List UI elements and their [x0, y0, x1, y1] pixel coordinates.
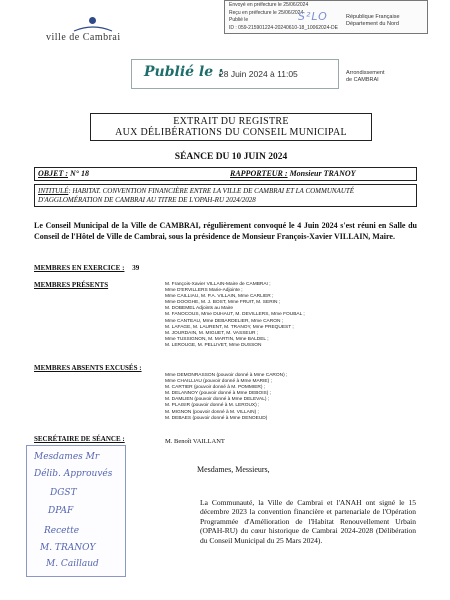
handwritten-line: DPAF [48, 506, 74, 516]
secretaire-value: M. Benoît VAILLANT [165, 438, 225, 445]
intro-paragraph: Le Conseil Municipal de la Ville de CAMBRAI, régulièrement convoqué le 4 Juin 2024 s'est réuni en Salle du Conseil de l'Hôtel de Ville de Cambrai, sous la présidence de Monsieur François-Xavier VILLAIN, Maire. [34, 221, 417, 241]
slo-stamp-mark: S²LO [298, 10, 328, 23]
publication-label: Publié le : [144, 64, 224, 80]
absent-line: M. DELANNOY (pouvoir donné à Mme DEBOIS) ; [165, 391, 272, 397]
objet-box [34, 167, 417, 181]
absent-line: Mme DEMONRASSON (pouvoir donné à Mme CARON) ; [165, 373, 288, 378]
document-subtitle: AUX DÉLIBÉRATIONS DU CONSEIL MUNICIPAL [115, 127, 347, 138]
arrondissement-line: Arrondissement [346, 70, 385, 76]
logo-text: ville de Cambrai [46, 32, 121, 43]
member-line: Mme DOOGHE, M. J. BOST, Mme FRUIT, M. SERIN ; [165, 300, 281, 306]
absent-line: M. DAMLIEN (pouvoir donné à Mme DELEVAL) ; [165, 397, 270, 403]
member-line: Mme D'ERVILLERS Marie-Adjointe ; [165, 288, 243, 294]
body-paragraph: La Communauté, la Ville de Cambrai et l'ANAH ont signé le 15 décembre 2023 la convention financière et partenariale de l'Opération Programmée d'Amélioration de l'Habitat Renouvellement Urbain (OPAH-RU) du cœur historique de Cambrai 2024-2028 (Délibération du Conseil Municipal du 25 Mars 2024). [200, 498, 416, 545]
stamp-line: Envoyé en préfecture le 25/06/2024 [229, 2, 309, 8]
intitule-text: : HABITAT. CONVENTION FINANCIÈRE ENTRE LA VILLE DE CAMBRAI ET LA COMMUNAUTÉ D'AGGLOMÉRATION DE CAMBRAI AU TITRE DE L'OPAH-RU 2024/2028 [38, 187, 355, 204]
membres-exercice-value: 39 [132, 264, 140, 272]
seance-date: SÉANCE DU 10 JUIN 2024 [174, 152, 288, 162]
handwritten-line: Mesdames Mr [34, 452, 100, 462]
membres-absents-label: MEMBRES ABSENTS EXCUSÉS : [34, 364, 142, 372]
membres-absents-list [165, 373, 287, 422]
handwritten-line: DGST [50, 488, 77, 498]
membres-exercice [34, 264, 139, 272]
member-line: M. François-Xavier VILLAIN-Maire de CAMBRAI ; [165, 282, 271, 287]
document-title: EXTRAIT DU REGISTRE [173, 116, 289, 127]
salutation: Mesdames, Messieurs, [197, 465, 270, 474]
member-line: Mme TUSSIGNON, M. MARTIN, Mme BALDEL ; [165, 336, 269, 342]
absent-line: Mme CHAILLIAU (pouvoir donné à Mme MARIE) ; [165, 379, 272, 385]
membres-presents-list [165, 282, 305, 349]
rapporteur-field [230, 169, 356, 178]
publication-date: 28 Juin 2024 à 11:05 [219, 69, 298, 79]
member-line: M. JOURDAIN, M. MIGUET, M. VASSEUR ; [165, 330, 259, 336]
member-line: M. LEROUGE, M. PELLIVET, Mme DUSSON [165, 342, 262, 348]
objet-label: OBJET : [38, 169, 68, 178]
republic-header [346, 14, 400, 28]
secretaire-label: SECRÉTAIRE DE SÉANCE : [34, 435, 125, 443]
intitule-label: INTITULÉ [38, 187, 69, 195]
objet-field [38, 169, 89, 178]
arrondissement-line: de CAMBRAI [346, 77, 379, 83]
cambrai-logo-icon [89, 17, 96, 24]
member-line: M. LAFAGE, M. LAURENT, M. TRANOY, Mme PREQUEST ; [165, 324, 294, 330]
republic-line: République Française [346, 14, 400, 20]
rapporteur-label: RAPPORTEUR : [230, 169, 288, 178]
member-line: M. FANOCOUS, Mme DUHAUT, M. DEVILLERS, Mme FOUBAL ; [165, 312, 305, 318]
arrondissement [346, 70, 385, 84]
member-line: Mme CAILLIAU, M. P.A. VILLAIN, Mme CARLIER ; [165, 294, 274, 300]
intitule-field [38, 187, 416, 205]
absent-line: M. PLAISIR (pouvoir donné à M. LEROUX) ; [165, 403, 260, 409]
membres-exercice-label: MEMBRES EN EXERCICE : [34, 264, 125, 272]
handwritten-line: Recette [44, 526, 80, 536]
handwritten-line: Délib. Approuvés [34, 469, 113, 479]
rapporteur-value: Monsieur TRANOY [289, 169, 356, 178]
absent-line: M. DEBAES (pouvoir donné à Mme DENOEUD) [165, 415, 268, 421]
handwritten-line: M. TRANOY [40, 543, 96, 553]
stamp-line: ID : 059-215901224-20240610-18_10062024-DE [229, 24, 338, 31]
stamp-line: Publié le [229, 17, 249, 23]
membres-presents-label: MEMBRES PRÉSENTS [34, 281, 109, 289]
member-line: M. DOBEMEL Adjoints au Maire [165, 306, 234, 312]
handwritten-annotation [26, 445, 126, 577]
objet-value: N° 18 [70, 169, 89, 178]
member-line: Mme CANTEAU, Mme DEBARDELIER, Mme CARON ; [165, 318, 284, 324]
handwritten-line: M. Caillaud [46, 559, 99, 569]
absent-line: M. CARTIER (pouvoir donné à M. POMMIER) ; [165, 385, 266, 391]
department-line: Département du Nord [346, 21, 399, 27]
stamp-line: Reçu en préfecture le 25/06/2024 [229, 9, 304, 16]
absent-line: M. MIGNON (pouvoir donné à M. VILLAIN) ; [165, 409, 259, 415]
